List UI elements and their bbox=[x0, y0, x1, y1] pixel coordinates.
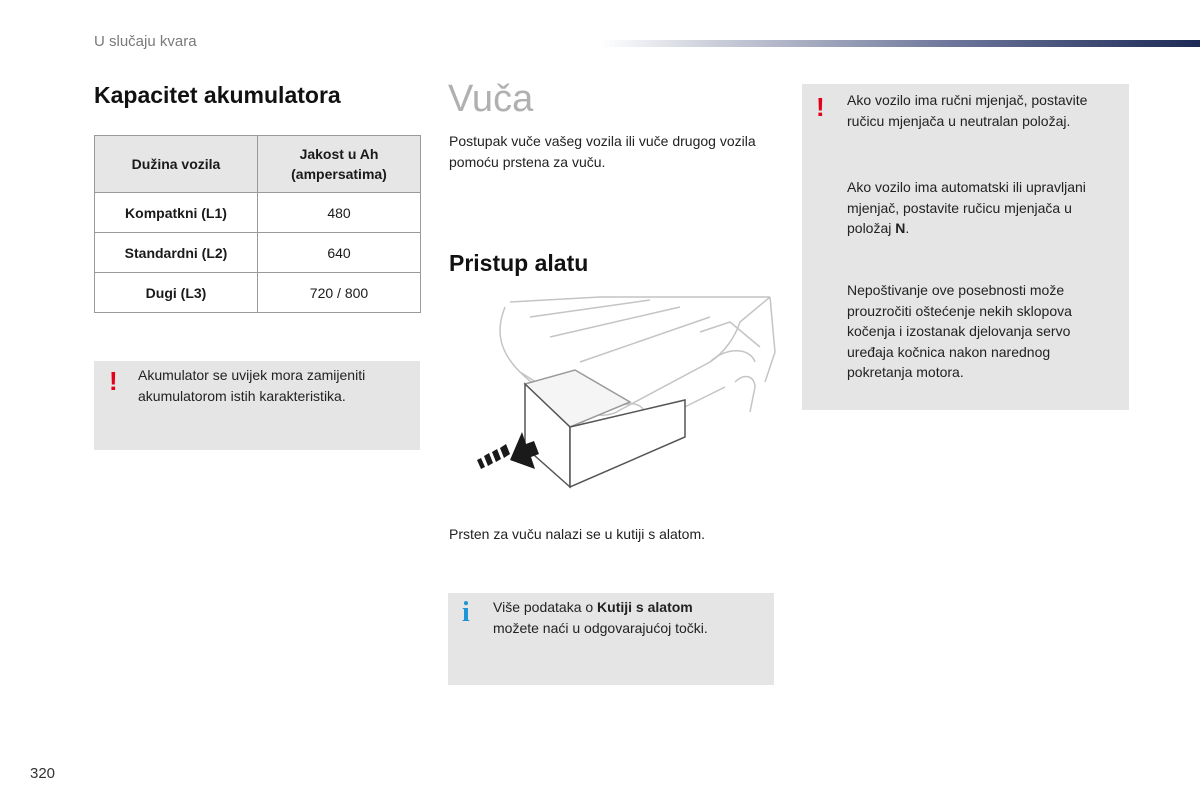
towing-warning-p2-text: Ako vozilo ima automatski ili upravljani mjenjač, postavite ručicu mjenjača u položaj bbox=[847, 179, 1086, 236]
battery-warning-text: Akumulator se uvijek mora zamijeniti akumulatorom istih karakteristika. bbox=[138, 367, 366, 404]
table-row-label: Dugi (L3) bbox=[95, 273, 258, 313]
battery-capacity-table bbox=[94, 135, 421, 313]
table-row-label: Standardni (L2) bbox=[95, 233, 258, 273]
table-header-capacity bbox=[258, 136, 421, 193]
tool-access-title: Pristup alatu bbox=[449, 250, 589, 276]
info-box bbox=[448, 593, 774, 685]
towing-warning-box bbox=[802, 84, 1129, 410]
info-text bbox=[493, 597, 768, 638]
battery-warning-box bbox=[94, 361, 420, 450]
table-header-capacity-line2: (ampersatima) bbox=[291, 166, 387, 182]
toolbox-caption: Prsten za vuču nalazi se u kutiji s alatom. bbox=[449, 526, 706, 542]
towing-warning-p2-end: . bbox=[905, 220, 910, 236]
towing-warning-p3: Nepoštivanje ove posebnosti može prouzročiti oštećenje nekih sklopova kočenja i izostanak djelovanja servo uređaja kočnica nakon narednog pokretanja motora. bbox=[847, 282, 1072, 380]
table-row-value: 720 / 800 bbox=[258, 273, 421, 313]
table-row-value: 640 bbox=[258, 233, 421, 273]
table-row-label: Kompatkni (L1) bbox=[95, 193, 258, 233]
info-text-pre: Više podataka o bbox=[493, 599, 598, 615]
towing-intro: Postupak vuče vašeg vozila ili vuče drugog vozila pomoću prstena za vuču. bbox=[449, 133, 756, 170]
info-icon: i bbox=[462, 597, 470, 628]
toolbox-illustration bbox=[470, 292, 780, 497]
section-header: U slučaju kvara bbox=[94, 33, 197, 50]
info-text-link: Kutiji s alatom bbox=[597, 599, 693, 615]
towing-title: Vuča bbox=[448, 78, 534, 120]
table-row bbox=[95, 273, 421, 313]
table-header-length: Dužina vozila bbox=[95, 136, 258, 193]
warning-icon: ! bbox=[816, 92, 825, 122]
table-row-value: 480 bbox=[258, 193, 421, 233]
warning-icon: ! bbox=[109, 366, 118, 396]
gear-position-n: N bbox=[895, 220, 906, 236]
page-number: 320 bbox=[30, 765, 56, 782]
table-row bbox=[95, 233, 421, 273]
battery-title: Kapacitet akumulatora bbox=[94, 82, 341, 108]
table-header-row bbox=[95, 136, 421, 193]
info-text-post: možete naći u odgovarajućoj točki. bbox=[493, 619, 708, 636]
table-header-capacity-line1: Jakost u Ah bbox=[299, 146, 379, 162]
table-row bbox=[95, 193, 421, 233]
towing-warning-p1: Ako vozilo ima ručni mjenjač, postavite ručicu mjenjača u neutralan položaj. bbox=[847, 92, 1088, 129]
header-bar bbox=[600, 40, 1200, 47]
towing-warning-p2 bbox=[847, 177, 1117, 239]
